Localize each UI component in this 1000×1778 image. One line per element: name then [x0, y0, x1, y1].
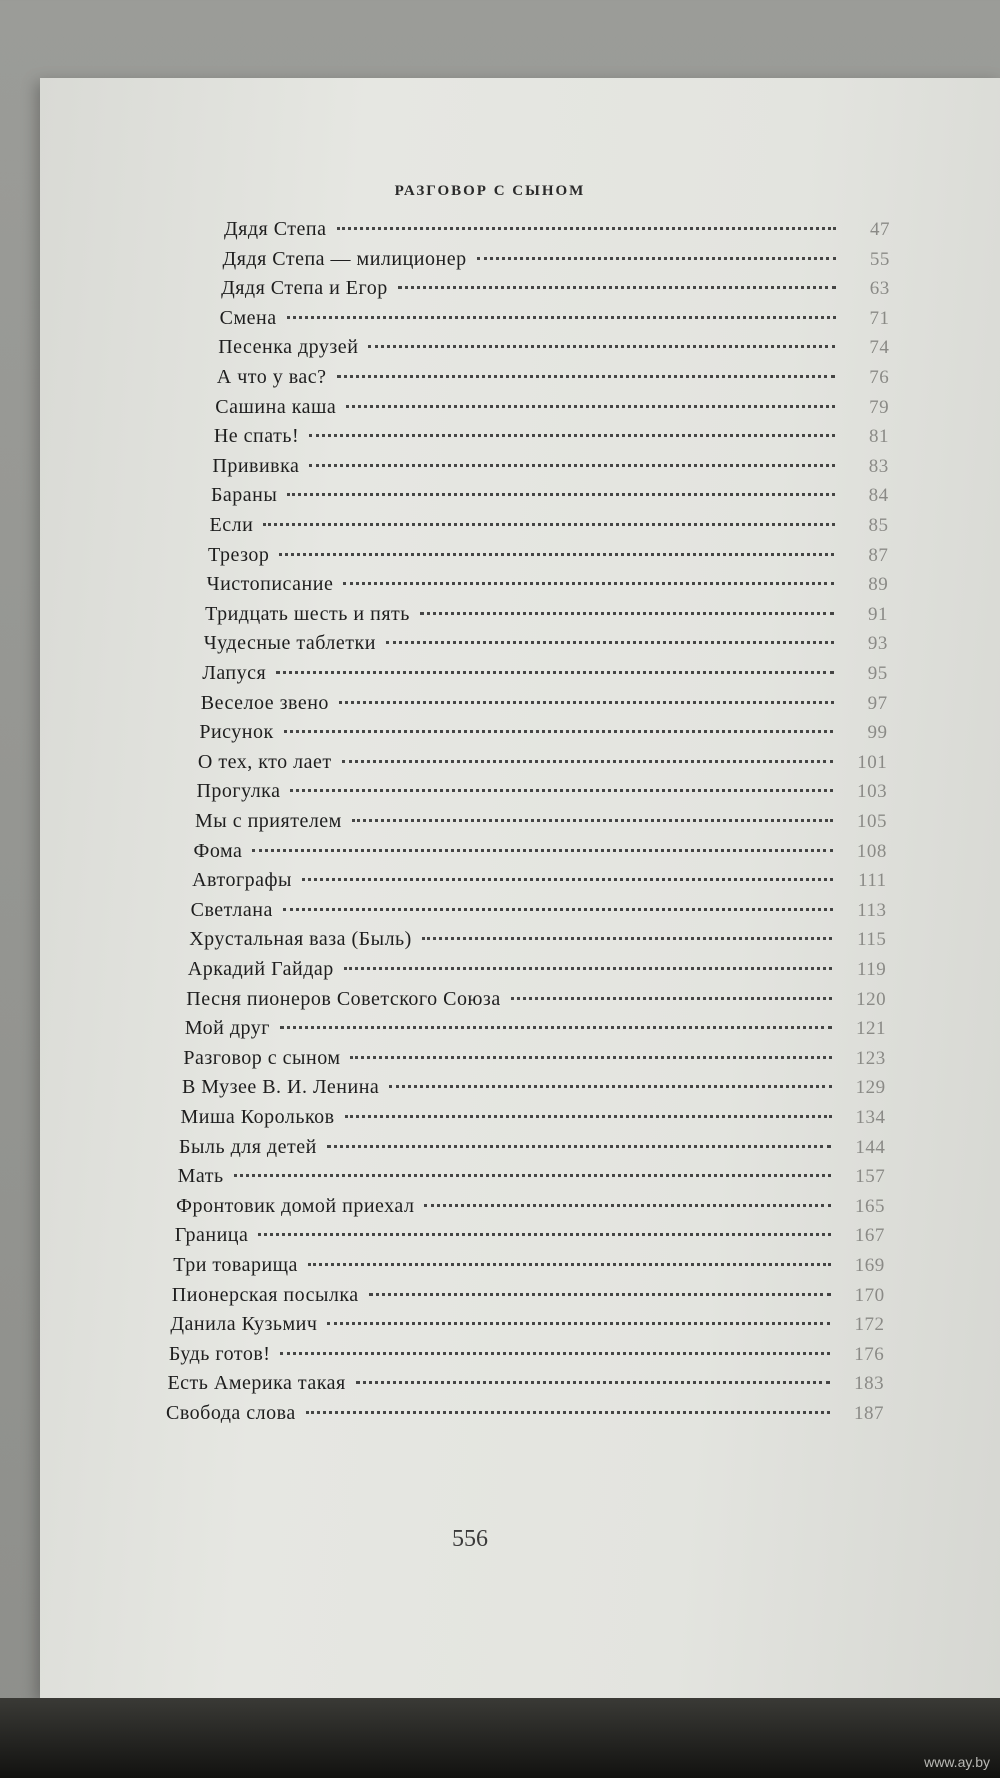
toc-entry-title: Граница [174, 1224, 249, 1247]
toc-entry [224, 218, 890, 248]
toc-entry [178, 1165, 886, 1195]
toc-entry-page: 105 [857, 811, 887, 832]
toc-entry-page: 170 [854, 1284, 885, 1306]
toc-entry-title: Аркадий Гайдар [187, 958, 334, 980]
toc-entry-page: 47 [870, 219, 890, 240]
toc-entry-page: 120 [856, 988, 887, 1010]
toc-entry-page: 113 [857, 899, 887, 921]
toc-entry-title: Автографы [192, 869, 292, 892]
toc-entry [196, 780, 887, 810]
toc-entry-page: 103 [857, 781, 888, 803]
toc-entry-title: Мой друг [184, 1017, 270, 1040]
toc-entry-page: 81 [868, 426, 889, 448]
toc-entry-title: Тридцать шесть и пять [205, 602, 410, 625]
toc-entry [173, 1254, 885, 1284]
toc-entry-title: Веселое звено [200, 691, 329, 714]
toc-entry-title: Трезор [208, 543, 270, 566]
toc-entry-title: Песенка друзей [218, 336, 359, 359]
toc-entry-page: 74 [869, 337, 890, 359]
toc-dot-leader [284, 730, 834, 733]
toc-entry-page: 119 [856, 959, 887, 980]
toc-entry-page: 85 [868, 515, 889, 536]
page-number: 556 [452, 1526, 488, 1552]
toc-dot-leader [308, 1263, 831, 1266]
toc-entry-title: Миша Корольков [180, 1106, 335, 1128]
toc-entry-page: 111 [858, 870, 887, 892]
toc-entry-page: 79 [869, 396, 890, 418]
toc-dot-leader [345, 1115, 832, 1118]
toc-entry-title: Не спать! [213, 425, 300, 448]
toc-entry-title: Разговор с сыном [183, 1046, 341, 1069]
toc-entry-page: 63 [869, 278, 890, 300]
toc-entry-page: 76 [869, 367, 890, 388]
toc-dot-leader [386, 641, 834, 644]
toc-dot-leader [337, 375, 836, 378]
toc-entry-page: 183 [854, 1373, 885, 1395]
toc-entry [217, 366, 890, 396]
toc-entry [179, 1136, 885, 1166]
toc-entry-title: Фома [193, 839, 243, 862]
toc-entry-page: 169 [854, 1255, 885, 1276]
toc-entry-title: Бараны [210, 484, 278, 507]
toc-entry-title: Фронтовик домой приехал [176, 1194, 415, 1217]
toc-entry-title: Данила Кузьмич [170, 1313, 318, 1336]
toc-entry [191, 899, 887, 929]
toc-entry [212, 455, 888, 485]
toc-entry-page: 108 [856, 840, 887, 862]
toc-dot-leader [398, 286, 836, 289]
toc-dot-leader [306, 1411, 830, 1414]
toc-dot-leader [280, 1352, 830, 1355]
toc-entry-page: 71 [869, 307, 890, 329]
toc-entry-title: Рисунок [199, 721, 274, 744]
toc-dot-leader [346, 405, 835, 408]
toc-entry-page: 144 [855, 1136, 886, 1158]
toc-entry-title: А что у вас? [216, 366, 327, 388]
toc-entry [188, 958, 887, 988]
toc-entry-page: 101 [857, 751, 888, 773]
toc-entry [210, 514, 889, 544]
toc-dot-leader [234, 1174, 832, 1177]
toc-dot-leader [422, 937, 833, 940]
toc-dot-leader [258, 1233, 831, 1236]
toc-entry-title: Дядя Степа [224, 218, 327, 240]
toc-entry [172, 1284, 885, 1314]
toc-entry [214, 425, 889, 455]
toc-dot-leader [368, 345, 835, 348]
toc-entry-page: 89 [868, 574, 889, 596]
toc-entry-page: 95 [867, 663, 888, 684]
toc-entry-title: Дядя Степа и Егор [221, 277, 388, 300]
toc-entry [218, 336, 889, 366]
toc-entry [169, 1343, 884, 1373]
toc-entry [215, 396, 889, 426]
toc-entry-page: 157 [855, 1166, 886, 1188]
toc-entry [221, 277, 890, 307]
toc-entry [183, 1047, 885, 1077]
toc-entry [204, 632, 888, 662]
toc-dot-leader [263, 523, 834, 526]
toc-entry-title: Лапуся [202, 662, 267, 684]
toc-entry-page: 176 [854, 1343, 885, 1365]
toc-entry-page: 134 [855, 1107, 886, 1128]
toc-entry [186, 988, 886, 1018]
toc-dot-leader [276, 671, 834, 674]
toc-entry-page: 129 [855, 1077, 886, 1099]
toc-entry-page: 123 [855, 1047, 886, 1069]
toc-dot-leader [352, 819, 833, 822]
toc-dot-leader [279, 553, 834, 556]
toc-dot-leader [290, 789, 833, 792]
toc-entry-title: Дядя Степа — милиционер [222, 247, 467, 270]
toc-dot-leader [369, 1293, 831, 1296]
toc-entry [181, 1106, 886, 1136]
toc-entry [205, 603, 888, 633]
toc-entry-title: Хрустальная ваза (Быль) [189, 928, 412, 951]
toc-entry-page: 121 [855, 1018, 886, 1040]
toc-dot-leader [350, 1056, 831, 1059]
toc-entry [195, 810, 887, 840]
toc-entry [201, 692, 888, 722]
toc-dot-leader [337, 227, 837, 230]
watermark: www.ay.by [924, 1754, 990, 1770]
toc-dot-leader [343, 582, 834, 585]
toc-dot-leader [511, 997, 832, 1000]
toc-entry-title: Быль для детей [179, 1135, 317, 1158]
toc-entry-page: 172 [854, 1314, 885, 1336]
toc-entry [167, 1372, 884, 1402]
toc-dot-leader [356, 1381, 830, 1384]
toc-entry [185, 1017, 886, 1047]
toc-entry-title: Пионерская посылка [171, 1283, 359, 1306]
toc-entry-title: Есть Америка такая [167, 1372, 346, 1395]
toc-entry-page: 83 [868, 455, 889, 477]
toc-dot-leader [342, 760, 834, 763]
toc-entry-title: Сашина каша [215, 395, 337, 418]
toc-entry-title: Чудесные таблетки [203, 632, 376, 655]
toc-entry-title: Свобода слова [166, 1402, 296, 1424]
toc-entry [176, 1195, 885, 1225]
toc-entry-page: 115 [857, 929, 887, 951]
toc-entry-title: Чистописание [206, 573, 334, 596]
toc-entry-page: 55 [869, 248, 890, 270]
toc-dot-leader [309, 464, 834, 467]
toc-entry-page: 87 [868, 544, 889, 566]
toc-entry-title: Прививка [212, 454, 300, 477]
toc-dot-leader [302, 878, 833, 881]
running-header: РАЗГОВОР С СЫНОМ [394, 183, 586, 199]
toc-entry-title: Если [209, 514, 254, 536]
toc-entry [175, 1224, 885, 1254]
toc-entry-page: 93 [867, 633, 888, 655]
toc-entry-title: Песня пионеров Советского Союза [186, 987, 501, 1010]
toc-entry-title: Будь готов! [168, 1342, 271, 1365]
toc-entry-title: В Музее В. И. Ленина [181, 1076, 380, 1099]
toc-entry-page: 165 [855, 1195, 886, 1217]
toc-entry-title: Три товарища [173, 1254, 298, 1276]
toc-entry-page: 187 [854, 1403, 884, 1424]
toc-dot-leader [280, 1026, 832, 1029]
toc-dot-leader [344, 967, 832, 970]
toc-entry [194, 840, 887, 870]
toc-entry [170, 1313, 884, 1343]
toc-entry-page: 91 [868, 603, 889, 625]
toc-dot-leader [287, 316, 836, 319]
toc-entry-page: 99 [867, 722, 888, 744]
toc-dot-leader [339, 701, 834, 704]
toc-entry [207, 573, 889, 603]
toc-entry-page: 167 [854, 1225, 885, 1247]
toc-entry [208, 544, 888, 574]
toc-dot-leader [420, 612, 834, 615]
toc-entry-title: Светлана [190, 898, 273, 921]
toc-entry-title: Смена [219, 306, 277, 329]
toc-entry [223, 248, 890, 278]
toc-entry [182, 1076, 886, 1106]
toc-entry [198, 751, 887, 781]
toc-entry [220, 307, 890, 337]
toc-dot-leader [389, 1085, 831, 1088]
toc-dot-leader [477, 257, 836, 260]
toc-entry [199, 721, 887, 751]
toc-dot-leader [309, 434, 835, 437]
toc-entry-title: Мы с приятелем [195, 810, 342, 832]
toc-entry [166, 1402, 884, 1432]
toc-entry-page: 84 [868, 485, 889, 507]
toc-entry [189, 928, 886, 958]
toc-entry-title: О тех, кто лает [197, 750, 332, 773]
toc-dot-leader [283, 908, 833, 911]
toc-dot-leader [287, 493, 834, 496]
toc-entry-title: Мать [177, 1165, 224, 1188]
toc-entry [192, 869, 887, 899]
toc-entry-page: 97 [867, 692, 888, 714]
toc-dot-leader [327, 1322, 830, 1325]
toc-entry [202, 662, 888, 692]
toc-entry-title: Прогулка [196, 780, 281, 803]
toc-dot-leader [424, 1204, 831, 1207]
toc-dot-leader [327, 1145, 832, 1148]
toc-entry [211, 484, 889, 514]
toc-dot-leader [252, 849, 832, 852]
